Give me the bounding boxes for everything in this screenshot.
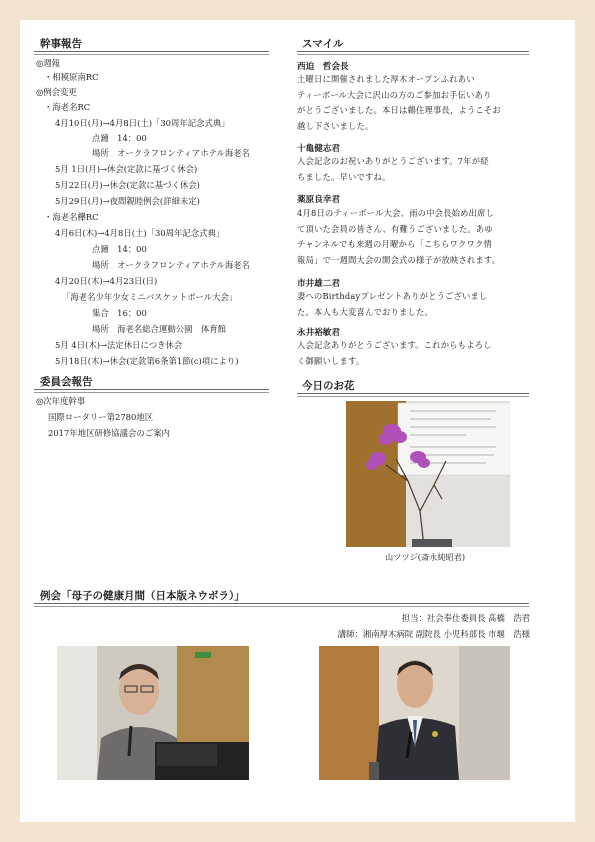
smile-member-name: 十亀健志君 bbox=[297, 144, 340, 154]
secretary-report-heading: 幹事報告 bbox=[40, 38, 82, 50]
secretary-line: 「海老名少年少女ミニバスケットボール大会」 bbox=[62, 292, 238, 302]
secretary-line: ◎例会変更 bbox=[36, 87, 77, 97]
secretary-line: ・海老名RC bbox=[44, 102, 91, 112]
secretary-line: 場所 海老名総合運動公園 体育館 bbox=[92, 324, 226, 334]
smile-message: 入会記念ありがとうございます。これからもよろし く御願いします。 bbox=[297, 340, 492, 366]
smile-message: 妻へのBirthdayプレゼントありがとうございまし た。本人も大変喜んでおりました。 bbox=[297, 291, 488, 317]
secretary-line: 場所 オークラフロンティアホテル海老名 bbox=[92, 260, 251, 270]
committee-report-heading: 委員会報告 bbox=[40, 376, 93, 388]
secretary-line: 5月 1日(月)→休会(定款に基づく休会) bbox=[55, 164, 198, 174]
meeting-person-in-charge: 担当：社会奉仕委員長 髙橋 浩君 bbox=[401, 613, 530, 623]
secretary-line: ◎週報 bbox=[36, 58, 61, 68]
smile-member-name: 西迫 哲会長 bbox=[297, 62, 349, 72]
secretary-line: 4月20日(木)→4月23日(日) bbox=[55, 276, 158, 286]
meeting-heading: 例会「母子の健康月間（日本版ネウボラ）」 bbox=[40, 590, 245, 602]
smile-member-name: 永井裕敏君 bbox=[297, 328, 340, 338]
secretary-line: 4月6日(木)→4月8日(土)「30周年記念式典」 bbox=[55, 228, 225, 238]
flower-photo bbox=[346, 401, 510, 547]
secretary-line: 5月29日(月)→夜間親睦例会(詳細未定) bbox=[55, 196, 200, 206]
smile-heading: スマイル bbox=[302, 38, 344, 50]
secretary-line: 点鐘 14：00 bbox=[92, 244, 147, 254]
secretary-line: 場所 オークラフロンティアホテル海老名 bbox=[92, 148, 251, 158]
secretary-heading-rule bbox=[34, 51, 269, 52]
secretary-line: 5月18日(木)→休会(定款第6条第1節(c)項により) bbox=[55, 356, 239, 366]
flower-caption: 山ツツジ(斎永純昭君) bbox=[385, 552, 466, 562]
committee-line: 2017年地区研修協議会のご案内 bbox=[48, 428, 170, 438]
secretary-line: 点鐘 14：00 bbox=[92, 133, 147, 143]
secretary-line: 集合 16：00 bbox=[92, 308, 147, 318]
meeting-photo-left bbox=[57, 646, 249, 780]
smile-member-name: 市井雄二君 bbox=[297, 279, 340, 289]
secretary-line: ・海老名欅RC bbox=[44, 212, 99, 222]
committee-line: ◎次年度幹事 bbox=[36, 396, 86, 406]
smile-message: 土曜日に開催されました厚木オープンふれあい ティーボール大会に沢山の方のご参加お手伝いあり がとうございました。本日は鵜住理事長，ようこそお 越し下さいました。 bbox=[297, 74, 501, 131]
secretary-line: 5月 4日(木)→法定休日につき休会 bbox=[55, 340, 183, 350]
secretary-line: ・相模原南RC bbox=[44, 72, 99, 82]
smile-member-name: 薬原良幸君 bbox=[297, 195, 340, 205]
smile-message: 4月8日のティーボール大会、雨の中会長始め出席し て頂いた会員の皆さん、有難うございました。あゆ チャンネルでも来週の月曜から「こちらワクワク情 報局」で一週間大会の開会式の様子が放映されます。 bbox=[297, 208, 501, 265]
secretary-line: 5月22日(月)→休会(定款に基づく休会) bbox=[55, 180, 200, 190]
smile-message: 入会記念のお祝いありがとうございます。7年が経 ちました。早いですね。 bbox=[297, 156, 489, 182]
meeting-speaker: 講師：湘南厚木病院 副院長 小児科部長 市堰 浩様 bbox=[337, 629, 530, 639]
secretary-line: 4月10日(月)→4月8日(土)「30周年記念式典」 bbox=[55, 118, 230, 128]
flower-heading: 今日のお花 bbox=[302, 380, 355, 392]
meeting-photo-right bbox=[319, 646, 510, 780]
committee-line: 国際ロータリー第2780地区 bbox=[48, 412, 154, 422]
